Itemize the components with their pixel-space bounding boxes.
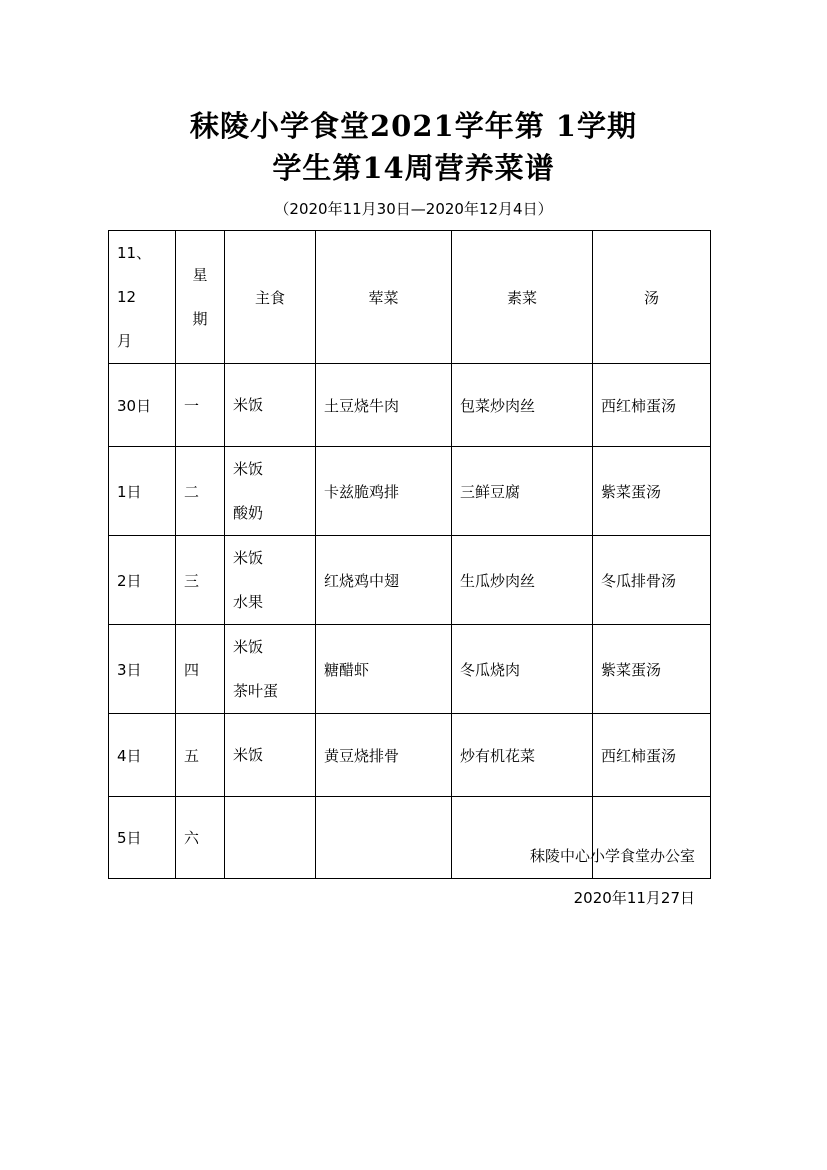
header-weekday-line1: 星	[192, 266, 208, 284]
cell-date: 3日	[109, 625, 176, 714]
table-row	[109, 797, 711, 879]
cell-soup: 紫菜蛋汤	[593, 625, 711, 714]
cell-meat: 黄豆烧排骨	[316, 714, 452, 797]
cell-soup: 西红柿蛋汤	[593, 364, 711, 447]
header-meat: 荤菜	[316, 231, 452, 364]
table-row	[109, 714, 711, 797]
cell-staple	[225, 364, 316, 447]
cell-weekday: 二	[176, 447, 225, 536]
cell-veg: 生瓜炒肉丝	[452, 536, 593, 625]
document-title-line1: 秣陵小学食堂2021学年第 1学期	[190, 109, 637, 143]
cell-weekday: 一	[176, 364, 225, 447]
cell-date: 1日	[109, 447, 176, 536]
cell-soup: 冬瓜排骨汤	[593, 536, 711, 625]
cell-meat	[316, 797, 452, 879]
cell-meat: 土豆烧牛肉	[316, 364, 452, 447]
table-header-row	[109, 231, 711, 364]
cell-veg: 冬瓜烧肉	[452, 625, 593, 714]
cell-soup: 西红柿蛋汤	[593, 714, 711, 797]
cell-meat: 糖醋虾	[316, 625, 452, 714]
table-row	[109, 447, 711, 536]
cell-staple	[225, 447, 316, 536]
cell-weekday: 三	[176, 536, 225, 625]
cell-staple	[225, 625, 316, 714]
cell-staple	[225, 536, 316, 625]
header-soup: 汤	[593, 231, 711, 364]
staple-item: 米饭	[233, 549, 264, 567]
cell-veg: 三鲜豆腐	[452, 447, 593, 536]
header-veg: 素菜	[452, 231, 593, 364]
staple-item: 茶叶蛋	[233, 682, 279, 700]
header-date-line2: 月	[117, 332, 133, 350]
date-range-subtitle: （2020年11月30日—2020年12月4日）	[274, 200, 553, 218]
header-staple: 主食	[225, 231, 316, 364]
cell-soup: 紫菜蛋汤	[593, 447, 711, 536]
cell-weekday: 五	[176, 714, 225, 797]
staple-item: 米饭	[233, 746, 264, 764]
staple-item: 米饭	[233, 638, 264, 656]
cell-veg	[452, 797, 593, 879]
cell-weekday: 六	[176, 797, 225, 879]
cell-date: 2日	[109, 536, 176, 625]
staple-item: 米饭	[233, 460, 264, 478]
cell-date: 5日	[109, 797, 176, 879]
document-title-line2: 学生第14周营养菜谱	[272, 151, 555, 185]
header-date-line1: 11、12	[117, 244, 152, 306]
table-row	[109, 625, 711, 714]
table-row	[109, 536, 711, 625]
cell-soup	[593, 797, 711, 879]
staple-item: 水果	[233, 593, 264, 611]
header-date	[109, 231, 176, 364]
cell-veg: 炒有机花菜	[452, 714, 593, 797]
table-row	[109, 364, 711, 447]
header-weekday	[176, 231, 225, 364]
footer-date: 2020年11月27日	[573, 889, 695, 907]
staple-item: 酸奶	[233, 504, 264, 522]
footer-office: 秣陵中心小学食堂办公室	[529, 847, 695, 865]
menu-table	[108, 230, 711, 879]
cell-weekday: 四	[176, 625, 225, 714]
cell-date: 30日	[109, 364, 176, 447]
cell-meat: 红烧鸡中翅	[316, 536, 452, 625]
cell-veg: 包菜炒肉丝	[452, 364, 593, 447]
staple-item: 米饭	[233, 396, 264, 414]
cell-staple	[225, 797, 316, 879]
header-weekday-line2: 期	[192, 310, 208, 328]
cell-staple	[225, 714, 316, 797]
cell-meat: 卡兹脆鸡排	[316, 447, 452, 536]
cell-date: 4日	[109, 714, 176, 797]
